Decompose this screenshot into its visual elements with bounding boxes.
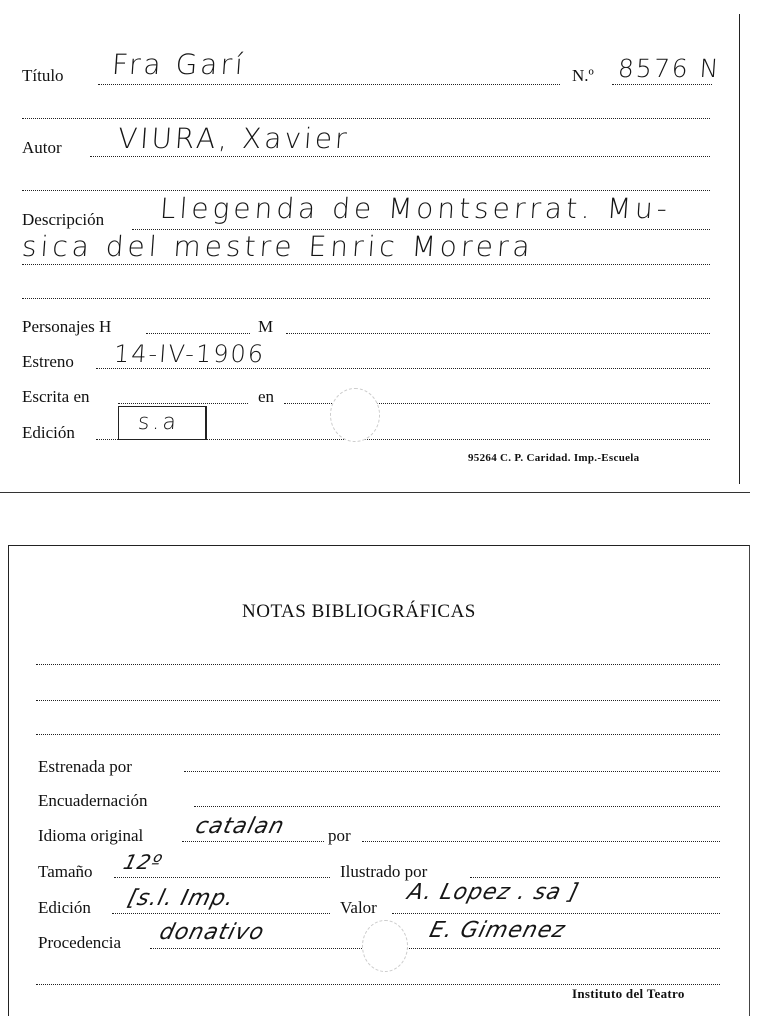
escrita-label: Escrita en: [22, 387, 90, 406]
blank-line: [22, 190, 710, 191]
tamano-value: 12º: [121, 850, 165, 874]
procedencia-line: [150, 948, 720, 949]
idioma-label: Idioma original: [38, 826, 144, 845]
edicion2-label: Edición: [38, 898, 91, 917]
stamp-blot: [330, 388, 380, 442]
descripcion-value-line2: sica del mestre Enric Morera: [20, 230, 535, 263]
edicion-label: Edición: [22, 423, 75, 442]
card-separator: [0, 492, 750, 493]
personajes-m-line: [286, 333, 710, 334]
titulo-value: Fra Garí: [110, 48, 247, 81]
tamano-label: Tamaño: [38, 862, 93, 881]
valor-label: Valor: [340, 898, 377, 917]
institution-footer: Instituto del Teatro: [572, 986, 685, 1001]
numero-value: 8576 N: [616, 54, 722, 83]
escrita-line: [118, 403, 248, 404]
valor-line: [392, 913, 720, 914]
numero-line: [612, 84, 712, 85]
autor-line: [90, 156, 710, 157]
notes-heading: NOTAS BIBLIOGRÁFICAS: [242, 601, 476, 622]
valor-value: A. Lopez . sa ]: [404, 880, 582, 905]
blank-line: [22, 118, 710, 119]
encuadernacion-label: Encuadernación: [38, 791, 148, 810]
procedencia-value-2: E. Gimenez: [426, 918, 569, 943]
estreno-value: 14-IV-1906: [113, 340, 267, 368]
titulo-label: Título: [22, 66, 64, 85]
autor-value: VIURA, Xavier: [116, 122, 351, 155]
estrenada-line: [184, 771, 720, 772]
idioma-por-label: por: [328, 826, 351, 845]
procedencia-label: Procedencia: [38, 933, 122, 952]
escrita-en-label: en: [258, 387, 275, 406]
stamp-blot: [362, 920, 408, 972]
ilustrado-line: [470, 877, 720, 878]
estreno-label: Estreno: [22, 352, 74, 371]
printer-imprint: 95264 C. P. Caridad. Imp.-Escuela: [468, 452, 640, 464]
blank-line: [36, 984, 720, 985]
titulo-line: [98, 84, 560, 85]
edicion2-line: [112, 913, 330, 914]
procedencia-value: donativo: [156, 920, 268, 945]
personajes-h-line: [146, 333, 250, 334]
blank-line: [36, 734, 720, 735]
personajes-m-label: M: [258, 317, 274, 336]
ilustrado-label: Ilustrado por: [340, 862, 428, 881]
numero-label: N.º: [572, 66, 594, 85]
descripcion-line-2: [22, 264, 710, 265]
tamano-line: [114, 877, 330, 878]
encuadernacion-line: [194, 806, 720, 807]
autor-label: Autor: [22, 138, 62, 157]
idioma-por-line: [362, 841, 720, 842]
descripcion-value-line1: Llegenda de Montserrat. Mu-: [158, 192, 673, 225]
idioma-line: [182, 841, 324, 842]
blank-line: [22, 298, 710, 299]
estreno-line: [96, 368, 710, 369]
idioma-value: catalan: [192, 814, 288, 839]
descripcion-label: Descripción: [22, 210, 105, 229]
estrenada-label: Estrenada por: [38, 757, 132, 776]
personajes-label: Personajes H: [22, 317, 112, 336]
blank-line: [36, 664, 720, 665]
edicion-value: s.a: [137, 410, 180, 435]
blank-line: [36, 700, 720, 701]
edicion2-value: [s.l. Imp.: [124, 886, 238, 911]
